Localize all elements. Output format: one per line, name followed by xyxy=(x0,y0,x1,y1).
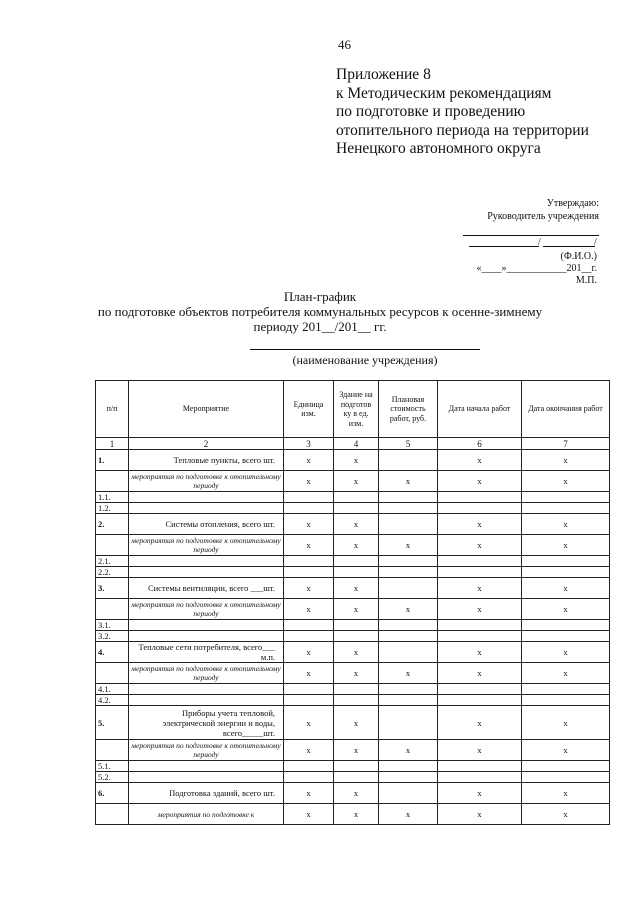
building-count-cell: х xyxy=(334,642,379,663)
end-date-cell: х xyxy=(522,535,610,556)
end-date-cell xyxy=(522,772,610,783)
row-index-cell: 5. xyxy=(96,706,129,740)
start-date-cell xyxy=(438,492,522,503)
title-line-3: периоду 201__/201__ гг. xyxy=(253,319,387,334)
planned-cost-cell xyxy=(379,772,438,783)
row-index-cell: 1.2. xyxy=(96,503,129,514)
planned-cost-cell xyxy=(379,631,438,642)
header-cell: Дата окончания работ xyxy=(522,381,610,438)
building-count-cell: х xyxy=(334,740,379,761)
unit-cell xyxy=(284,772,334,783)
unit-cell xyxy=(284,567,334,578)
row-index-cell: 3.2. xyxy=(96,631,129,642)
table-row xyxy=(96,740,610,761)
unit-cell: х xyxy=(284,804,334,825)
activity-cell xyxy=(129,695,284,706)
stamp-place: М.П. xyxy=(575,275,597,286)
row-index-cell xyxy=(96,804,129,825)
unit-cell xyxy=(284,503,334,514)
start-date-cell xyxy=(438,695,522,706)
activity-cell xyxy=(129,684,284,695)
table-body xyxy=(96,450,610,825)
end-date-cell xyxy=(522,503,610,514)
table-header-row xyxy=(96,381,610,438)
planned-cost-cell xyxy=(379,492,438,503)
start-date-cell: х xyxy=(438,740,522,761)
start-date-cell xyxy=(438,761,522,772)
table-row xyxy=(96,556,610,567)
building-count-cell: х xyxy=(334,706,379,740)
table-row xyxy=(96,783,610,804)
unit-cell xyxy=(284,761,334,772)
row-index-cell xyxy=(96,535,129,556)
appendix-header xyxy=(336,66,589,159)
activity-cell: Тепловые пункты, всего шт. xyxy=(129,450,284,471)
start-date-cell: х xyxy=(438,514,522,535)
appendix-line: Ненецкого автономного округа xyxy=(336,140,541,157)
building-count-cell xyxy=(334,761,379,772)
planned-cost-cell: х xyxy=(379,535,438,556)
activity-cell: мероприятия по подготовке к отопительному периоду xyxy=(129,740,284,761)
table-row xyxy=(96,695,610,706)
row-index-cell: 4.2. xyxy=(96,695,129,706)
building-count-cell: х xyxy=(334,450,379,471)
end-date-cell xyxy=(522,761,610,772)
column-number: 5 xyxy=(379,438,438,450)
activity-cell xyxy=(129,620,284,631)
row-index-cell xyxy=(96,740,129,761)
signature-line xyxy=(469,246,539,247)
header-cell: Здание на подготов ку в ед. изм. xyxy=(334,381,379,438)
plan-table xyxy=(95,380,610,825)
header-cell: Мероприятие xyxy=(129,381,284,438)
header-cell: п/п xyxy=(96,381,129,438)
appendix-line: по подготовке и проведению xyxy=(336,103,526,120)
building-count-cell xyxy=(334,684,379,695)
planned-cost-cell: х xyxy=(379,663,438,684)
unit-cell: х xyxy=(284,706,334,740)
start-date-cell: х xyxy=(438,783,522,804)
activity-cell: Системы отопления, всего шт. xyxy=(129,514,284,535)
planned-cost-cell xyxy=(379,684,438,695)
end-date-cell: х xyxy=(522,514,610,535)
end-date-cell: х xyxy=(522,783,610,804)
activity-cell xyxy=(129,556,284,567)
title-line-2: по подготовке объектов потребителя коммунальных ресурсов к осенне-зимнему xyxy=(97,304,543,319)
start-date-cell: х xyxy=(438,535,522,556)
unit-cell xyxy=(284,695,334,706)
planned-cost-cell xyxy=(379,450,438,471)
table-row xyxy=(96,631,610,642)
building-count-cell: х xyxy=(334,578,379,599)
header-cell: Единица изм. xyxy=(284,381,334,438)
row-index-cell: 6. xyxy=(96,783,129,804)
building-count-cell xyxy=(334,631,379,642)
start-date-cell xyxy=(438,503,522,514)
building-count-cell: х xyxy=(334,783,379,804)
row-index-cell: 2.1. xyxy=(96,556,129,567)
activity-cell: Системы вентиляции, всего ___шт. xyxy=(129,578,284,599)
row-index-cell: 5.1. xyxy=(96,761,129,772)
planned-cost-cell xyxy=(379,567,438,578)
unit-cell: х xyxy=(284,578,334,599)
activity-cell: мероприятия по подготовке к xyxy=(129,804,284,825)
unit-cell: х xyxy=(284,740,334,761)
table-row xyxy=(96,761,610,772)
row-index-cell: 5.2. xyxy=(96,772,129,783)
table-row xyxy=(96,620,610,631)
end-date-cell xyxy=(522,492,610,503)
header-cell: Плановая стоимость работ, руб. xyxy=(379,381,438,438)
unit-cell: х xyxy=(284,471,334,492)
row-index-cell: 3. xyxy=(96,578,129,599)
table-row xyxy=(96,514,610,535)
row-index-cell: 4.1. xyxy=(96,684,129,695)
activity-cell xyxy=(129,567,284,578)
row-index-cell: 1.1. xyxy=(96,492,129,503)
name-line xyxy=(543,246,595,247)
end-date-cell xyxy=(522,695,610,706)
unit-cell xyxy=(284,620,334,631)
activity-cell: Подготовка зданий, всего шт. xyxy=(129,783,284,804)
end-date-cell xyxy=(522,620,610,631)
table-row xyxy=(96,663,610,684)
row-index-cell xyxy=(96,663,129,684)
activity-cell: Приборы учета тепловой, электрической энергии и воды, всего_____шт. xyxy=(129,706,284,740)
document-title xyxy=(0,289,640,334)
table-row xyxy=(96,578,610,599)
building-count-cell: х xyxy=(334,535,379,556)
planned-cost-cell xyxy=(379,620,438,631)
header-cell: Дата начала работ xyxy=(438,381,522,438)
end-date-cell: х xyxy=(522,450,610,471)
building-count-cell xyxy=(334,695,379,706)
planned-cost-cell: х xyxy=(379,599,438,620)
activity-cell: мероприятия по подготовке к отопительному периоду xyxy=(129,471,284,492)
planned-cost-cell xyxy=(379,761,438,772)
table-row xyxy=(96,471,610,492)
end-date-cell: х xyxy=(522,599,610,620)
table-row xyxy=(96,503,610,514)
appendix-line: отопительного периода на территории xyxy=(336,121,589,139)
row-index-cell xyxy=(96,599,129,620)
fio-caption: (Ф.И.О.) xyxy=(560,251,597,262)
column-number: 3 xyxy=(284,438,334,450)
start-date-cell: х xyxy=(438,471,522,492)
building-count-cell xyxy=(334,556,379,567)
planned-cost-cell xyxy=(379,642,438,663)
activity-cell xyxy=(129,631,284,642)
table-row xyxy=(96,804,610,825)
table-row xyxy=(96,450,610,471)
table-row xyxy=(96,684,610,695)
building-count-cell xyxy=(334,620,379,631)
start-date-cell xyxy=(438,620,522,631)
column-number: 6 xyxy=(438,438,522,450)
unit-cell: х xyxy=(284,663,334,684)
planned-cost-cell xyxy=(379,695,438,706)
activity-cell xyxy=(129,503,284,514)
table-row xyxy=(96,535,610,556)
row-index-cell: 4. xyxy=(96,642,129,663)
title-line-1: План-график xyxy=(283,289,357,304)
unit-cell xyxy=(284,556,334,567)
unit-cell xyxy=(284,684,334,695)
activity-cell: мероприятия по подготовке к отопительному периоду xyxy=(129,599,284,620)
building-count-cell: х xyxy=(334,804,379,825)
start-date-cell xyxy=(438,556,522,567)
building-count-cell: х xyxy=(334,599,379,620)
planned-cost-cell xyxy=(379,783,438,804)
building-count-cell xyxy=(334,492,379,503)
start-date-cell: х xyxy=(438,578,522,599)
activity-cell: мероприятия по подготовке к отопительному периоду xyxy=(129,663,284,684)
column-number-row xyxy=(96,438,610,450)
end-date-cell: х xyxy=(522,663,610,684)
signature-slash: / xyxy=(538,237,541,248)
page-number: 46 xyxy=(338,37,351,52)
activity-cell xyxy=(129,492,284,503)
fio-block xyxy=(477,251,597,287)
start-date-cell xyxy=(438,772,522,783)
appendix-line: к Методическим рекомендациям xyxy=(336,84,552,102)
start-date-cell: х xyxy=(438,706,522,740)
planned-cost-cell xyxy=(379,503,438,514)
start-date-cell xyxy=(438,567,522,578)
column-number: 1 xyxy=(96,438,129,450)
planned-cost-cell xyxy=(379,514,438,535)
end-date-cell xyxy=(522,684,610,695)
end-date-cell: х xyxy=(522,740,610,761)
start-date-cell xyxy=(438,631,522,642)
unit-cell: х xyxy=(284,642,334,663)
unit-cell: х xyxy=(284,783,334,804)
unit-cell: х xyxy=(284,450,334,471)
end-date-cell: х xyxy=(522,642,610,663)
unit-cell: х xyxy=(284,535,334,556)
end-date-cell: х xyxy=(522,578,610,599)
planned-cost-cell: х xyxy=(379,740,438,761)
unit-cell: х xyxy=(284,514,334,535)
table-row xyxy=(96,492,610,503)
planned-cost-cell xyxy=(379,706,438,740)
approval-date: «____»____________201__г. xyxy=(476,263,597,274)
row-index-cell: 2. xyxy=(96,514,129,535)
table-row xyxy=(96,642,610,663)
building-count-cell xyxy=(334,772,379,783)
name-slash: / xyxy=(594,237,597,248)
end-date-cell xyxy=(522,567,610,578)
planned-cost-cell xyxy=(379,578,438,599)
planned-cost-cell: х xyxy=(379,471,438,492)
activity-cell xyxy=(129,772,284,783)
table-row xyxy=(96,599,610,620)
planned-cost-cell: х xyxy=(379,804,438,825)
row-index-cell: 2.2. xyxy=(96,567,129,578)
signature-line-top xyxy=(463,235,599,236)
planned-cost-cell xyxy=(379,556,438,567)
row-index-cell: 1. xyxy=(96,450,129,471)
end-date-cell: х xyxy=(522,471,610,492)
column-number: 2 xyxy=(129,438,284,450)
approver-title: Руководитель учреждения xyxy=(487,211,599,222)
building-count-cell xyxy=(334,567,379,578)
start-date-cell: х xyxy=(438,450,522,471)
row-index-cell: 3.1. xyxy=(96,620,129,631)
building-count-cell xyxy=(334,503,379,514)
table-row xyxy=(96,567,610,578)
end-date-cell xyxy=(522,631,610,642)
end-date-cell: х xyxy=(522,706,610,740)
institution-caption: (наименование учреждения) xyxy=(292,353,438,367)
building-count-cell: х xyxy=(334,514,379,535)
start-date-cell: х xyxy=(438,599,522,620)
row-index-cell xyxy=(96,471,129,492)
table-row xyxy=(96,772,610,783)
building-count-cell: х xyxy=(334,663,379,684)
unit-cell xyxy=(284,492,334,503)
start-date-cell: х xyxy=(438,642,522,663)
end-date-cell: х xyxy=(522,804,610,825)
activity-cell xyxy=(129,761,284,772)
institution-line xyxy=(250,349,480,350)
activity-cell: мероприятия по подготовке к отопительному периоду xyxy=(129,535,284,556)
approve-label: Утверждаю: xyxy=(546,198,599,209)
column-number: 7 xyxy=(522,438,610,450)
activity-cell: Тепловые сети потребителя, всего___ м.п. xyxy=(129,642,284,663)
unit-cell: х xyxy=(284,599,334,620)
unit-cell xyxy=(284,631,334,642)
column-number: 4 xyxy=(334,438,379,450)
building-count-cell: х xyxy=(334,471,379,492)
end-date-cell xyxy=(522,556,610,567)
appendix-line: Приложение 8 xyxy=(336,66,431,83)
table-row xyxy=(96,706,610,740)
start-date-cell: х xyxy=(438,804,522,825)
start-date-cell: х xyxy=(438,663,522,684)
approval-block xyxy=(487,197,599,223)
start-date-cell xyxy=(438,684,522,695)
